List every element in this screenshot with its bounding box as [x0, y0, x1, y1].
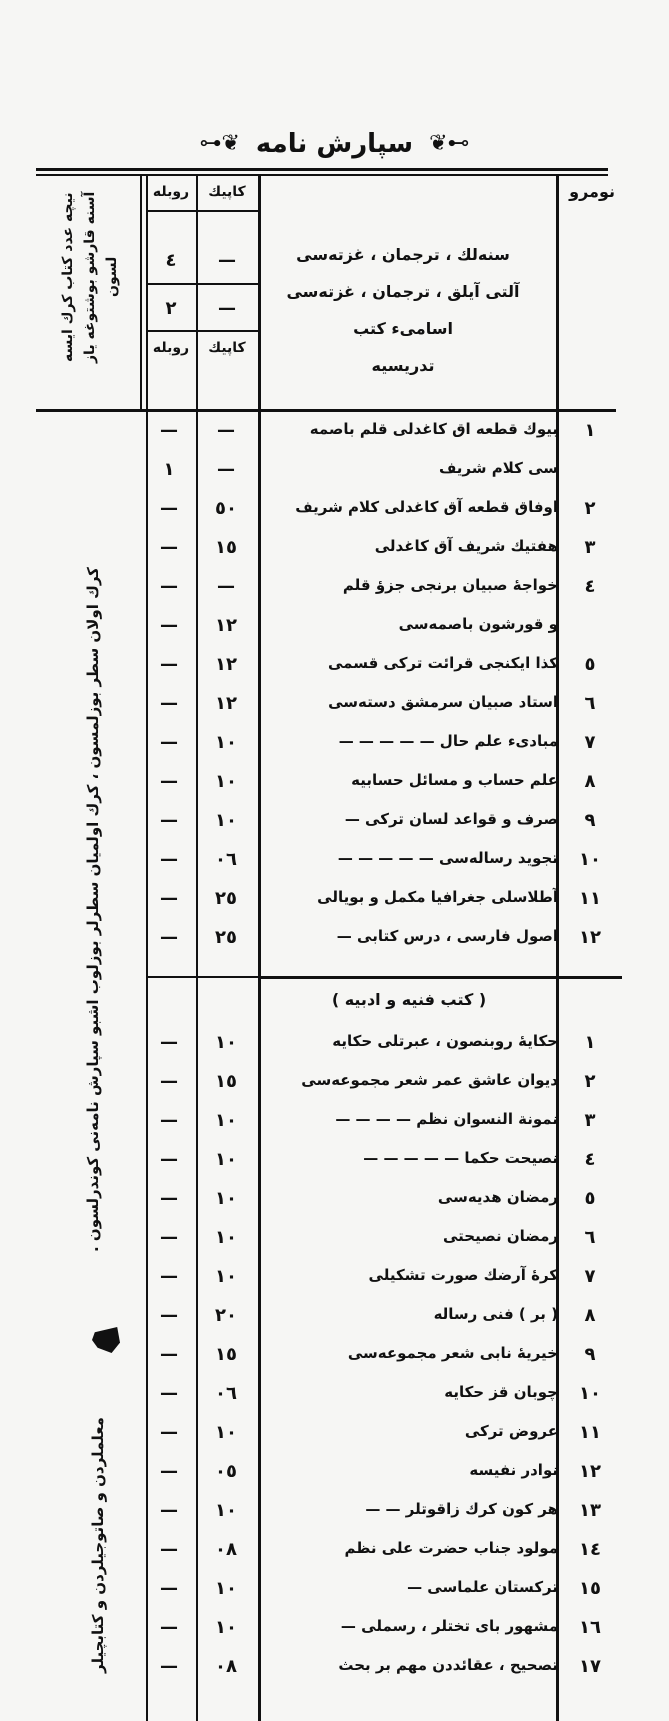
list-item	[0, 1383, 669, 1422]
item-title: نمونة النسوان نظم — — — —	[335, 1110, 558, 1128]
item-title: اصول فارسی ، درس کتابی —	[336, 927, 558, 945]
list-item	[0, 1032, 669, 1071]
ruble-header-bottom: روبله	[152, 340, 190, 356]
list-item	[0, 1617, 669, 1656]
item-price-ruble: —	[160, 810, 178, 831]
item-number: ١٣	[579, 1500, 601, 1521]
item-number: ٦	[584, 693, 596, 714]
item-title: کذا ایکنجی قرائت ترکی قسمی	[327, 654, 558, 672]
title-text: سپارش نامه	[255, 129, 414, 159]
title-line-4: تدریسیه	[371, 356, 435, 375]
item-price-kopek: ١٢	[215, 654, 237, 675]
item-price-ruble: —	[160, 1149, 178, 1170]
list-item	[0, 771, 669, 810]
item-price-kopek: ٠٥	[215, 1461, 237, 1482]
item-price-ruble: —	[160, 1461, 178, 1482]
item-title: چوبان قز حکایه	[444, 1383, 558, 1401]
list-item	[0, 1578, 669, 1617]
ornament-right-icon: ❦⊷	[429, 131, 470, 156]
item-price-kopek: ١٠	[215, 810, 237, 831]
list-item	[0, 537, 669, 576]
item-title: علم حساب و مسائل حسابیه	[351, 771, 558, 789]
item-price-ruble: —	[160, 537, 178, 558]
item-title: نوادر نفیسه	[469, 1461, 558, 1479]
item-title: رمضان نصیحتی	[442, 1227, 558, 1245]
price-sub-rule-2	[146, 330, 258, 332]
item-price-ruble: —	[160, 771, 178, 792]
item-number: ١٦	[579, 1617, 601, 1638]
list-item	[0, 1539, 669, 1578]
item-price-ruble: —	[160, 849, 178, 870]
top-rule-inner	[36, 174, 608, 176]
item-number: ٧	[584, 732, 596, 753]
item-number: ٤	[584, 1149, 596, 1170]
item-price-ruble: —	[160, 420, 178, 441]
item-price-ruble: —	[160, 654, 178, 675]
list-item	[0, 927, 669, 966]
item-price-kopek: ١٠	[215, 1266, 237, 1287]
item-price-kopek: ٠٨	[215, 1656, 237, 1677]
list-item	[0, 693, 669, 732]
subscription-year-ruble: ٤	[165, 250, 177, 271]
item-price-kopek: ١٠	[215, 1617, 237, 1638]
item-price-ruble: —	[160, 927, 178, 948]
list-item	[0, 849, 669, 888]
item-number: ١	[584, 1032, 596, 1053]
item-number: ٨	[584, 771, 596, 792]
item-price-ruble: —	[160, 1266, 178, 1287]
list-item	[0, 732, 669, 771]
subscription-half-kopek: —	[218, 298, 236, 319]
item-title: استاد صبیان سرمشق دسته‌سی	[328, 693, 558, 711]
item-price-ruble: —	[160, 693, 178, 714]
list-item	[0, 1071, 669, 1110]
item-title: بیوك قطعه اق کاغدلی قلم باصمه	[309, 420, 558, 438]
item-title: تصحیح ، عقائددن مهم بر بحث	[338, 1656, 558, 1674]
item-number: ٦	[584, 1227, 596, 1248]
item-price-kopek: ١٠	[215, 1188, 237, 1209]
number-column-header: نومرو	[569, 182, 615, 201]
list-item	[0, 1227, 669, 1266]
item-price-ruble: —	[160, 1539, 178, 1560]
item-number: ٨	[584, 1305, 596, 1326]
item-price-kopek: ١٢	[215, 693, 237, 714]
list-item	[0, 1305, 669, 1344]
list-item	[0, 1656, 669, 1695]
item-price-kopek: —	[217, 420, 235, 441]
list-item	[0, 1110, 669, 1149]
section-divider	[258, 976, 622, 979]
list-item	[0, 810, 669, 849]
item-number: ١١	[579, 1422, 601, 1443]
item-number: ٣	[584, 1110, 596, 1131]
item-title: مولود جناب حضرت علی نظم	[344, 1539, 558, 1557]
item-title: خیریهٔ نابی شعر مجموعه‌سی	[347, 1344, 558, 1362]
item-number: ٥	[584, 654, 596, 675]
item-title: ( بر ) فنی رساله	[433, 1305, 558, 1323]
item-title: مبادیء علم حال — — — — —	[338, 732, 558, 750]
item-price-ruble: —	[160, 1656, 178, 1677]
subscription-half-ruble: ٢	[165, 298, 177, 319]
item-price-ruble: —	[160, 1617, 178, 1638]
item-price-kopek: ١٠	[215, 1227, 237, 1248]
item-number: ١٢	[579, 927, 601, 948]
kopek-header-top: کاپیك	[208, 184, 246, 200]
item-price-ruble: —	[160, 1110, 178, 1131]
section-divider-left	[146, 976, 258, 978]
title-line-1: سنه‌لك ، ترجمان ، غزته‌سی	[296, 245, 510, 264]
item-price-kopek: ١٥	[215, 1071, 237, 1092]
list-item	[0, 654, 669, 693]
item-price-ruble: —	[160, 1422, 178, 1443]
item-number: ٣	[584, 537, 596, 558]
item-price-ruble: —	[160, 498, 178, 519]
list-item	[0, 1422, 669, 1461]
item-title: هفتیك شریف آق کاغدلی	[374, 537, 558, 555]
list-item	[0, 615, 669, 654]
item-price-kopek: —	[217, 576, 235, 597]
side-note-bottom-text: معلملردن و صاتوجیلردن و کتابچیلر	[89, 1417, 107, 1674]
item-title: خواجهٔ صبیان برنجی جزؤ قلم	[342, 576, 558, 594]
item-price-kopek: ١٥	[215, 1344, 237, 1365]
title-line-3: اسامیء کتب	[353, 319, 453, 338]
price-sub-rule-1	[146, 283, 258, 285]
list-item	[0, 420, 669, 459]
item-title: دیوان عاشق عمر شعر مجموعه‌سی	[301, 1071, 558, 1089]
quantity-instruction-header	[34, 182, 150, 372]
item-price-kopek: ١٥	[215, 537, 237, 558]
item-title: آطلاسلی جغرافیا مکمل و بویالی	[317, 888, 558, 906]
list-item	[0, 1149, 669, 1188]
item-price-ruble: —	[160, 1071, 178, 1092]
ornament-left-icon: ⊶❦	[199, 131, 240, 156]
item-price-kopek: ١٢	[215, 615, 237, 636]
item-price-kopek: ١٠	[215, 1149, 237, 1170]
item-number: ١٧	[579, 1656, 601, 1677]
quantity-instruction-text: نیچه عدد کتاب کرك ایسه آسنه قارشو بوشتوغه یاز لسون	[60, 191, 120, 363]
item-title: سی کلام شریف	[438, 459, 558, 477]
list-item	[0, 576, 669, 615]
item-title: مشهور بای تختلر ، رسملی —	[340, 1617, 558, 1635]
item-price-kopek: ١٠	[215, 732, 237, 753]
item-price-kopek: ٢٠	[215, 1305, 237, 1326]
item-title: هر کون کرك زاقوتلر — —	[365, 1500, 558, 1518]
item-title: ترکستان علماسی —	[407, 1578, 558, 1596]
item-price-kopek: ١٠	[215, 1422, 237, 1443]
price-header-rule	[146, 210, 258, 212]
item-price-kopek: ١٠	[215, 1500, 237, 1521]
book-title-header	[258, 236, 548, 384]
item-price-kopek: ٥٠	[215, 498, 237, 519]
item-title: و قورشون باصمه‌سی	[398, 615, 558, 633]
list-item	[0, 888, 669, 927]
item-title: رمضان هدیه‌سی	[437, 1188, 558, 1206]
item-price-kopek: ١٠	[215, 1110, 237, 1131]
kopek-header-bottom: کاپیك	[208, 340, 246, 356]
item-title: کرهٔ آرضك صورت تشکیلی	[368, 1266, 558, 1284]
item-price-ruble: —	[160, 615, 178, 636]
subscription-year-kopek: —	[218, 250, 236, 271]
item-number: ٧	[584, 1266, 596, 1287]
title-line-2: آلتی آیلق ، ترجمان ، غزته‌سی	[286, 282, 520, 301]
item-number: ١٠	[579, 849, 601, 870]
item-number: ١٠	[579, 1383, 601, 1404]
item-number: ٢	[584, 1071, 596, 1092]
item-price-ruble: —	[160, 1032, 178, 1053]
item-price-kopek: ٠٨	[215, 1539, 237, 1560]
item-price-kopek: ٢٥	[215, 888, 237, 909]
item-number: ١١	[579, 888, 601, 909]
item-title: صرف و قواعد لسان ترکی —	[344, 810, 558, 828]
list-item	[0, 1461, 669, 1500]
list-item	[0, 459, 669, 498]
item-price-ruble: —	[160, 1344, 178, 1365]
item-number: ٩	[584, 1344, 596, 1365]
item-title: حکایهٔ روبنصون ، عبرتلی حکایه	[332, 1032, 558, 1050]
item-number: ١٢	[579, 1461, 601, 1482]
item-price-kopek: ١٠	[215, 1578, 237, 1599]
item-title: تجوید رساله‌سی — — — — —	[337, 849, 558, 867]
item-price-kopek: ١٠	[215, 1032, 237, 1053]
item-price-ruble: —	[160, 1383, 178, 1404]
item-number: ١٤	[579, 1539, 601, 1560]
list-item	[0, 1188, 669, 1227]
item-price-kopek: ٠٦	[215, 849, 237, 870]
item-number: ٥	[584, 1188, 596, 1209]
item-price-ruble: —	[160, 1305, 178, 1326]
item-price-ruble: ١	[163, 459, 175, 480]
item-price-ruble: —	[160, 576, 178, 597]
list-item	[0, 1344, 669, 1383]
item-number: ٢	[584, 498, 596, 519]
item-price-ruble: —	[160, 1500, 178, 1521]
item-title: اوفاق قطعه آق کاغدلی کلام شریف	[295, 498, 558, 516]
item-title: عروض ترکی	[464, 1422, 558, 1440]
item-title: نصیحت حکما — — — — —	[363, 1149, 558, 1167]
item-price-ruble: —	[160, 888, 178, 909]
item-price-ruble: —	[160, 732, 178, 753]
item-price-ruble: —	[160, 1578, 178, 1599]
item-number: ٩	[584, 810, 596, 831]
item-price-kopek: —	[217, 459, 235, 480]
item-price-ruble: —	[160, 1188, 178, 1209]
top-rule	[36, 168, 608, 171]
item-price-kopek: ٢٥	[215, 927, 237, 948]
item-number: ١٥	[579, 1578, 601, 1599]
item-price-kopek: ٠٦	[215, 1383, 237, 1404]
side-note-text: کرك اولان سطر بوزلمسون ، کرك اولمیان سطرلر بوزلوب اشبو سپارش نامه‌نی کوندرلسون .	[84, 567, 102, 1253]
ruble-header-top: روبله	[152, 184, 190, 200]
item-price-kopek: ١٠	[215, 771, 237, 792]
section2-heading: ( کتب فنیه و ادبیه )	[331, 990, 487, 1009]
list-item	[0, 1500, 669, 1539]
list-item	[0, 1266, 669, 1305]
form-title	[0, 124, 669, 164]
list-item	[0, 498, 669, 537]
item-price-ruble: —	[160, 1227, 178, 1248]
item-number: ١	[584, 420, 596, 441]
item-number: ٤	[584, 576, 596, 597]
